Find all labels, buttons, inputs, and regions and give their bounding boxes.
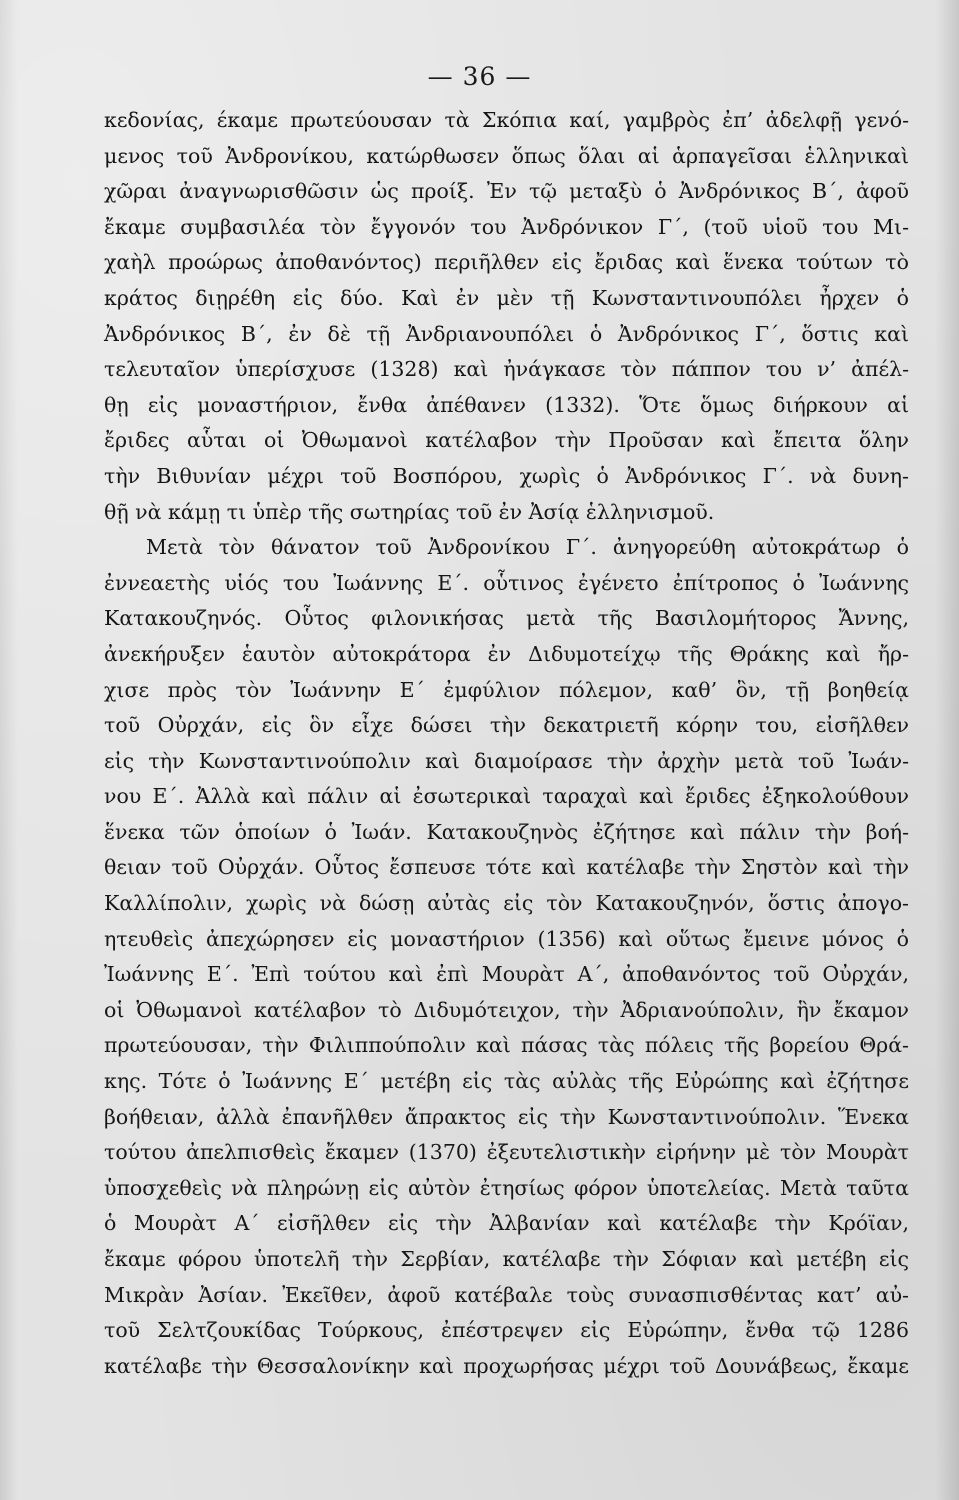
text-line: ἔκαμε συμβασιλέα τὸν ἔγγονόν του Ἀνδρόνικον Γ΄, (τοῦ υἱοῦ του Μι- — [104, 214, 909, 239]
text-line: ητευθεὶς ἀπεχώρησεν εἰς μοναστήριον (1356) καὶ οὕτως ἔμεινε μόνος ὁ — [104, 926, 909, 951]
text-line: Καλλίπολιν, χωρὶς νὰ δώσῃ αὐτὰς εἰς τὸν Κατακουζηνόν, ὅστις ἀπογο- — [104, 891, 909, 916]
body-text — [104, 103, 909, 1384]
text-line: ἕνεκα τῶν ὁποίων ὁ Ἰωάν. Κατακουζηνὸς ἐζήτησε καὶ πάλιν τὴν βοή- — [104, 819, 909, 844]
text-line: Ἀνδρόνικος Β΄, ἐν δὲ τῇ Ἀνδριανουπόλει ὁ Ἀνδρόνικος Γ΄, ὅστις καὶ — [104, 321, 909, 346]
text-line: κεδονίας, έκαμε πρωτεύουσαν τὰ Σκόπια καί, γαμβρὸς ἐπ’ ἀδελφῇ γενό- — [104, 108, 909, 132]
text-line: εἰς τὴν Κωνσταντινούπολιν καὶ διαμοίρασε τὴν ἀρχὴν μετὰ τοῦ Ἰωάν- — [104, 748, 909, 773]
text-line: βοήθειαν, ἀλλὰ ἐπανῆλθεν ἄπρακτος εἰς τὴν Κωνσταντινούπολιν. Ἕνεκα — [104, 1104, 909, 1129]
text-line: οἱ Ὀθωμανοὶ κατέλαβον τὸ Διδυμότειχον, τὴν Ἀδριανούπολιν, ἣν ἔκαμον — [104, 997, 909, 1022]
text-line: τελευταῖον ὑπερίσχυσε (1328) καὶ ἠνάγκασε τὸν πάππον του ν’ ἀπέλ- — [104, 357, 909, 382]
text-line: Μικρὰν Ἀσίαν. Ἐκεῖθεν, ἀφοῦ κατέβαλε τοὺς συνασπισθέντας κατ’ αὐ- — [104, 1282, 909, 1307]
text-line: κράτος διῃρέθη εἰς δύο. Καὶ ἐν μὲν τῇ Κωνσταντινουπόλει ἦρχεν ὁ — [104, 285, 909, 310]
text-line: Μετὰ τὸν θάνατον τοῦ Ἀνδρονίκου Γ΄. ἀνηγορεύθη αὐτοκράτωρ ὁ — [146, 535, 909, 560]
text-line: ὁ Μουρὰτ Α΄ εἰσῆλθεν εἰς τὴν Ἀλβανίαν καὶ κατέλαβε τὴν Κρόϊαν, — [104, 1211, 909, 1236]
text-line: τοῦ Οὐρχάν, εἰς ὃν εἶχε δώσει τὴν δεκατριετῆ κόρην του, εἰσῆλθεν — [104, 713, 909, 738]
text-line: χαὴλ προώρως ἀποθανόντος) περιῆλθεν εἰς ἔριδας καὶ ἕνεκα τούτων τὸ — [104, 250, 909, 275]
text-line: τούτου ἀπελπισθεὶς ἔκαμεν (1370) ἐξευτελιστικὴν εἰρήνην μὲ τὸν Μουρὰτ — [104, 1140, 909, 1165]
text-line: Κατακουζηνός. Οὗτος φιλονικήσας μετὰ τῆς Βασιλομήτορος Ἄννης, — [104, 606, 909, 631]
text-line: νου Ε΄. Ἀλλὰ καὶ πάλιν αἱ ἐσωτερικαὶ ταραχαὶ καὶ ἔριδες ἐξηκολούθουν — [104, 784, 909, 809]
text-line: ἔριδες αὗται οἱ Ὀθωμανοὶ κατέλαβον τὴν Προῦσαν καὶ ἔπειτα ὅλην — [104, 428, 909, 453]
text-line: ὑποσχεθεὶς νὰ πληρώνῃ εἰς αὐτὸν ἐτησίως φόρον ὑποτελείας. Μετὰ ταῦτα — [104, 1175, 909, 1200]
text-line: χῶραι ἀναγνωρισθῶσιν ὡς προίξ. Ἐν τῷ μεταξὺ ὁ Ἀνδρόνικος Β΄, ἀφοῦ — [104, 179, 909, 204]
text-line: θειαν τοῦ Οὐρχάν. Οὗτος ἔσπευσε τότε καὶ κατέλαβε τὴν Σηστὸν καὶ τὴν — [104, 855, 909, 880]
text-line: κης. Τότε ὁ Ἰωάννης Ε΄ μετέβη εἰς τὰς αὐλὰς τῆς Εὐρώπης καὶ ἐζήτησε — [104, 1069, 909, 1094]
text-line: Ἰωάννης Ε΄. Ἐπὶ τούτου καὶ ἐπὶ Μουρὰτ Α΄, ἀποθανόντος τοῦ Οὐρχάν, — [104, 962, 909, 987]
text-line: ἔκαμε φόρου ὑποτελῆ τὴν Σερβίαν, κατέλαβε τὴν Σόφιαν καὶ μετέβη εἰς — [104, 1247, 909, 1271]
text-line: μενος τοῦ Ἀνδρονίκου, κατώρθωσεν ὅπως ὅλαι αἱ ἁρπαγεῖσαι ἑλληνικαὶ — [104, 143, 909, 168]
text-line: θῃ εἰς μοναστήριον, ἔνθα ἀπέθανεν (1332). Ὅτε ὅμως διήρκουν αἱ — [104, 392, 909, 417]
text-line: θῇ νὰ κάμῃ τι ὑπὲρ τῆς σωτηρίας τοῦ ἐν Ἀσίᾳ ἑλληνισμοῦ. — [104, 499, 715, 524]
text-line: πρωτεύουσαν, τὴν Φιλιππούπολιν καὶ πάσας τὰς πόλεις τῆς βορείου Θρά- — [104, 1033, 909, 1058]
text-line: τοῦ Σελτζουκίδας Τούρκους, ἐπέστρεψεν εἰς Εὐρώπην, ἔνθα τῷ 1286 — [104, 1318, 909, 1343]
text-line: ἐννεαετὴς υἱός του Ἰωάννης Ε΄. οὗτινος ἐγένετο ἐπίτροπος ὁ Ἰωάννης — [104, 570, 909, 595]
text-line: τὴν Βιθυνίαν μέχρι τοῦ Βοσπόρου, χωρὶς ὁ Ἀνδρόνικος Γ΄. νὰ δυνη- — [104, 463, 909, 488]
text-line: ἀνεκήρυξεν ἑαυτὸν αὐτοκράτορα ἐν Διδυμοτείχῳ τῆς Θράκης καὶ ἤρ- — [104, 641, 909, 666]
text-line: κατέλαβε τὴν Θεσσαλονίκην καὶ προχωρήσας μέχρι τοῦ Δουνάβεως, ἔκαμε — [104, 1353, 909, 1378]
text-line: χισε πρὸς τὸν Ἰωάννην Ε΄ ἐμφύλιον πόλεμον, καθ’ ὃν, τῇ βοηθείᾳ — [104, 677, 909, 702]
page-number: — 36 — — [427, 62, 532, 91]
